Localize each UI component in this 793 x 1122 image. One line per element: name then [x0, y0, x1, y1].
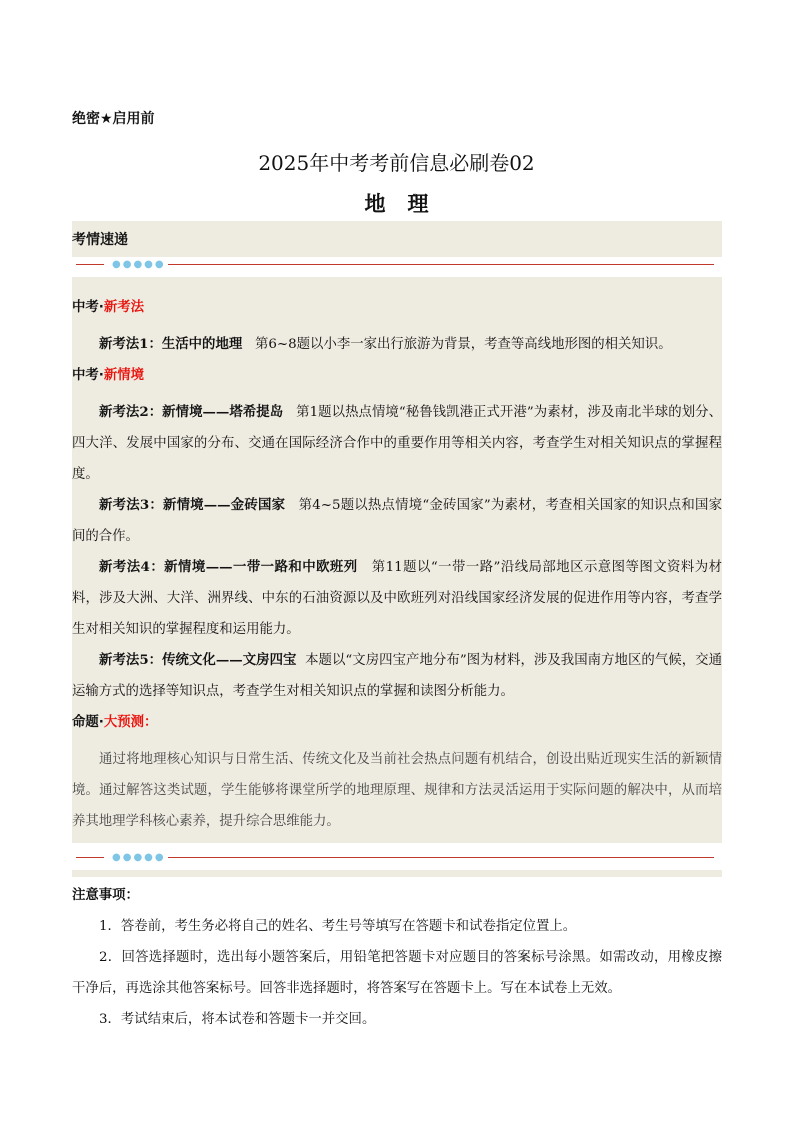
notes-section: [72, 880, 722, 1035]
exam-analysis: [72, 292, 722, 837]
divider-top: [72, 259, 722, 271]
note-item: 3．考试结束后，将本试卷和答题卡一并交回。: [99, 1012, 376, 1027]
method-1-text: 第6~8题以小李一家出行旅游为背景，考查等高线地形图的相关知识。: [255, 337, 672, 352]
method-4-text: 第11题以“一带一路”沿线局部地区示意图等图文资料为材料，涉及大洲、大洋、洲界线、中东的石油资源以及中欧班列对沿线国家经济发展的促进作用等内容，考查学生对相关知识的掌握程度和运用能力。: [72, 560, 722, 637]
method-2-text: 第1题以热点情境“秘鲁钱凯港正式开港”为素材，涉及南北半球的划分、四大洋、发展中国家的分布、交通在国际经济合作中的重要作用等相关内容，考查学生对相关知识点的掌握程度。: [72, 405, 722, 482]
section-title: 考情速递: [72, 232, 128, 248]
method-3-text: 第4~5题以热点情境“金砖国家”为素材，考查相关国家的知识点和国家间的合作。: [72, 498, 722, 544]
confidential-label: 绝密★启用前: [72, 111, 155, 127]
method-2-label: 新考法2：新情境——塔希提岛: [99, 404, 284, 420]
prediction-heading: 命题·大预测：: [72, 715, 158, 730]
method-5-label: 新考法5：传统文化——文房四宝: [99, 652, 297, 668]
subject-title: 地理: [364, 191, 451, 216]
method-5-text: 本题以“文房四宝产地分布”图为材料，涉及我国南方地区的气候，交通运输方式的选择等知识点，考查学生对相关知识点的掌握和读图分析能力。: [72, 653, 722, 699]
new-method-heading: 中考·新考法: [72, 300, 145, 315]
method-2: [72, 397, 722, 490]
method-5: [72, 645, 722, 707]
exam-title: 2025年中考考前信息必刷卷02: [258, 151, 535, 175]
method-1: [72, 329, 722, 360]
method-4: [72, 552, 722, 645]
divider-dots: ●●●●●: [112, 259, 166, 270]
method-3-label: 新考法3：新情境——金砖国家: [99, 497, 286, 513]
divider-bottom: ●●●●●: [72, 852, 722, 864]
content-band-footer: [72, 870, 722, 877]
notes-heading: 注意事项：: [72, 888, 139, 903]
method-3: [72, 490, 722, 552]
method-1-label: 新考法1：生活中的地理: [99, 336, 243, 352]
note-item: 2．回答选择题时，选出每小题答案后，用铅笔把答题卡对应题目的答案标号涂黑。如需改动，用橡皮擦干净后，再选涂其他答案标号。回答非选择题时，将答案写在答题卡上。写在本试卷上无效。: [72, 950, 722, 996]
method-4-label: 新考法4：新情境——一带一路和中欧班列: [99, 559, 358, 575]
note-item: 1．答卷前，考生务必将自己的姓名、考生号等填写在答题卡和试卷指定位置上。: [99, 919, 577, 934]
prediction-text: 通过将地理核心知识与日常生活、传统文化及当前社会热点问题有机结合，创设出贴近现实生活的新颖情境。通过解答这类试题，学生能够将课堂所学的地理原理、规律和方法灵活运用于实际问题的解决中，从而培养其地理学科核心素养，提升综合思维能力。: [72, 752, 722, 829]
section-header-band: [72, 221, 722, 257]
new-context-heading: 中考·新情境: [72, 368, 145, 383]
